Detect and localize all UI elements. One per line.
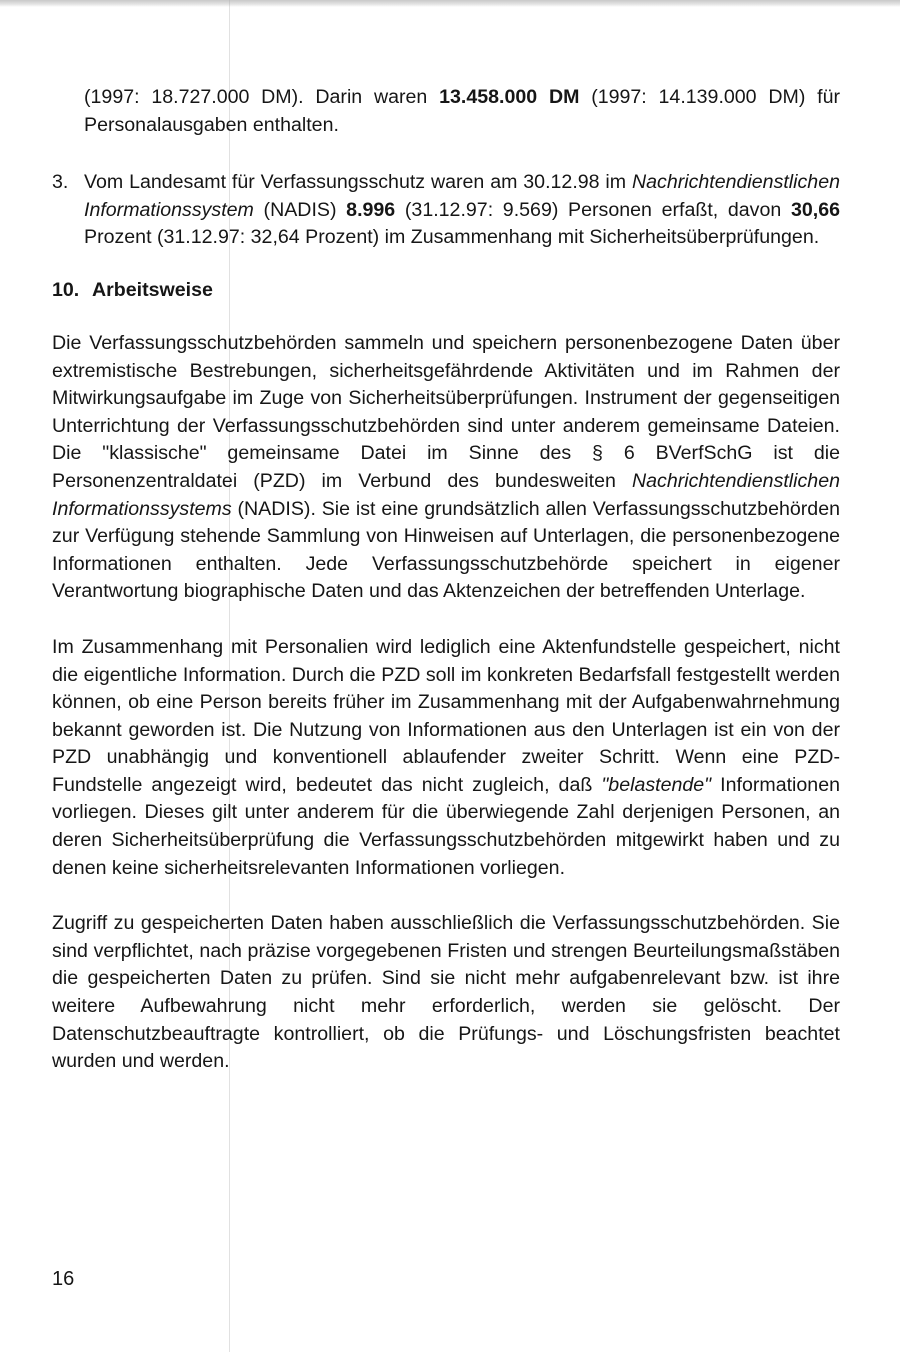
paragraph-data-access: Zugriff zu gespeicherten Daten haben ausschließlich die Verfassungsschutzbehörden. Sie sind verpflichtet, nach präzise vorgegebenen Fristen und strengen Beurteilungsmaßstäben die gespeicherten Daten zu prüfen. Sind sie nicht mehr aufgabenrelevant bzw. ist ihre weitere Aufbewahrung nicht mehr erforderlich, werden sie gelöscht. Der Datenschutzbeauftragte kontrolliert, ob die Prüfungs- und Löschungsfristen beachtet wurden und werden. xyxy=(52,912,840,1073)
page-number: 16 xyxy=(52,1268,75,1290)
paragraph-data-collection: Die Verfassungsschutzbehörden sammeln und speichern personenbezogene Daten über extremistische Bestrebungen, sicherheitsgefährdende Aktivitäten und im Rahmen der Mitwirkungsaufgabe im Zuge von Sicherheitsüberprüfungen. Instrument der gegenseitigen Unterrichtung der Verfassungsschutzbehörden sind unter anderem gemeinsame Dateien. Die "klassische" gemeinsame Datei im Sinne des § 6 BVerfSchG ist die Personenzentraldatei (PZD) im Verbund des bundesweiten Nachrichtendienstlichen Informationssystems (NADIS). Sie ist eine grundsätzlich allen Verfassungsschutzbehörden zur Verfügung stehende Sammlung von Hinweisen auf Unterlagen, die personenbezogene Informationen enthalten. Jede Verfassungsschutzbehörde speichert in eigener Verantwortung biographische Daten und das Aktenzeichen der betreffenden Unterlage. xyxy=(52,331,840,603)
budget-continuation-text: (1997: 18.727.000 DM). Darin waren 13.458.000 DM (1997: 14.139.000 DM) für Personalausgaben enthalten. xyxy=(84,86,840,136)
list-item-3: 3. Vom Landesamt für Verfassungsschutz waren am 30.12.98 im Nachrichtendienstlichen Informationssystem (NADIS) 8.996 (31.12.97: 9.569) Personen erfaßt, davon 30,66 Prozent (31.12.97: 32,64 Prozent) im Zusammenhang mit Sicherheitsüberprüfungen. xyxy=(52,171,840,249)
security-check-percentage: 30,66 xyxy=(790,198,840,221)
section-heading xyxy=(52,277,840,305)
nadis-system-name-italic: Nachrichtendienstlichen Informationssystems xyxy=(52,469,840,520)
list-item-number: 3. xyxy=(52,171,69,194)
scan-top-edge xyxy=(0,0,900,7)
nadis-system-name: Nachrichtendienstlichen Informationssystem xyxy=(84,171,840,221)
paragraph-pzd-usage: Im Zusammenhang mit Personalien wird lediglich eine Aktenfundstelle gespeichert, nicht die eigentliche Information. Durch die PZD soll im konkreten Bedarfsfall festgestellt werden können, ob eine Person bereits früher im Zusammenhang mit der Aufgabenwahrnehmung bekannt geworden ist. Die Nutzung von Informationen aus den Unterlagen ist ein von der PZD unabhängig und konventionell ablaufender zweiter Schritt. Wenn eine PZD-Fundstelle angezeigt wird, bedeutet das nicht zugleich, daß "belastende" Informationen vorliegen. Dieses gilt unter anderem für die überwiegende Zahl derjenigen Personen, an deren Sicherheitsüberprüfung die Verfassungsschutzbehörden mitgewirkt haben und zu denen keine sicherheitsrelevanten Informationen vorliegen. xyxy=(52,635,840,879)
section-title: Arbeitsweise xyxy=(92,278,213,301)
belastende-term: "belastende" xyxy=(601,773,712,796)
personnel-expenses-amount: 13.458.000 DM xyxy=(439,86,580,108)
registered-persons-count: 8.996 xyxy=(346,198,396,221)
section-number: 10. xyxy=(52,278,80,301)
document-page xyxy=(52,84,840,1076)
